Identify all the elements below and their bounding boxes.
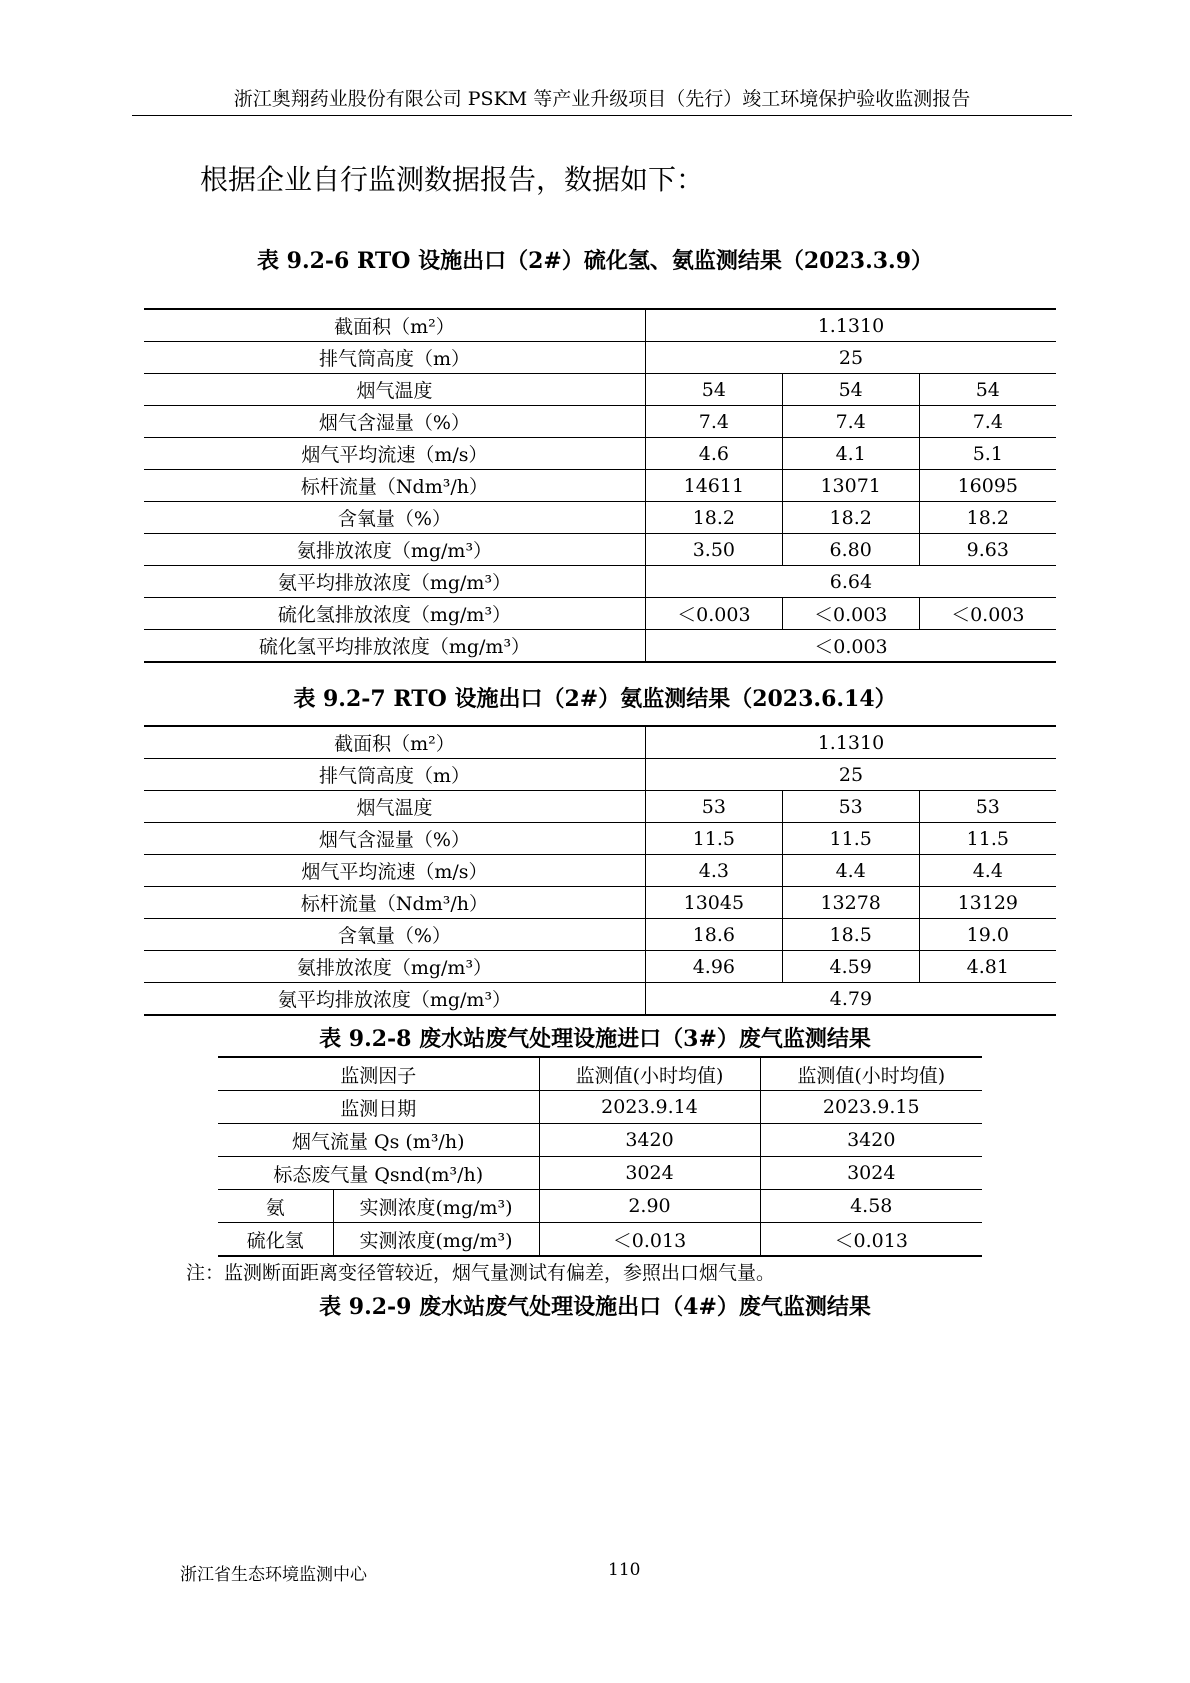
row-label: 截面积（m²） bbox=[144, 726, 645, 759]
table-row bbox=[144, 791, 1056, 823]
header-cell: 监测值(小时均值) bbox=[760, 1057, 982, 1091]
row-label: 烟气流量 Qs (m³/h) bbox=[218, 1124, 539, 1157]
cell-value: 53 bbox=[919, 791, 1056, 823]
table-row bbox=[144, 566, 1056, 598]
cell-value: 13129 bbox=[919, 887, 1056, 919]
cell-value: 4.96 bbox=[645, 951, 782, 983]
row-label: 标杆流量（Ndm³/h） bbox=[144, 470, 645, 502]
cell-value: ＜0.003 bbox=[782, 598, 919, 630]
cell-value: 4.59 bbox=[782, 951, 919, 983]
table-row bbox=[144, 502, 1056, 534]
row-label: 氨平均排放浓度（mg/m³） bbox=[144, 566, 645, 598]
row-label: 烟气平均流速（m/s） bbox=[144, 438, 645, 470]
table-row bbox=[218, 1223, 982, 1257]
table-row bbox=[144, 598, 1056, 630]
table-row bbox=[144, 726, 1056, 759]
row-label: 实测浓度(mg/m³) bbox=[333, 1190, 539, 1223]
cell-value: 25 bbox=[645, 759, 1056, 791]
table-row bbox=[144, 630, 1056, 663]
table-row bbox=[144, 470, 1056, 502]
row-label: 氨排放浓度（mg/m³） bbox=[144, 534, 645, 566]
cell-value: 2.90 bbox=[539, 1190, 760, 1223]
row-label: 烟气温度 bbox=[144, 374, 645, 406]
cell-value: 11.5 bbox=[919, 823, 1056, 855]
table-rto-2-march bbox=[144, 308, 1056, 663]
intro-text: 根据企业自行监测数据报告，数据如下： bbox=[200, 163, 705, 196]
header-cell: 监测值(小时均值) bbox=[539, 1057, 760, 1091]
cell-value: 18.2 bbox=[645, 502, 782, 534]
row-label: 排气筒高度（m） bbox=[144, 342, 645, 374]
footer-org: 浙江省生态环境监测中心 bbox=[180, 1565, 367, 1585]
table-wastewater-inlet-3 bbox=[218, 1056, 982, 1257]
row-label: 烟气含湿量（%） bbox=[144, 823, 645, 855]
row-label: 烟气平均流速（m/s） bbox=[144, 855, 645, 887]
cell-value: 3420 bbox=[539, 1124, 760, 1157]
cell-value: 16095 bbox=[919, 470, 1056, 502]
row-label: 实测浓度(mg/m³) bbox=[333, 1223, 539, 1257]
pollutant-name: 硫化氢 bbox=[246, 1229, 304, 1252]
cell-value: 53 bbox=[782, 791, 919, 823]
row-label: 氨平均排放浓度（mg/m³） bbox=[277, 989, 512, 1011]
cell-value: 18.2 bbox=[782, 502, 919, 534]
table-row bbox=[218, 1124, 982, 1157]
table-row bbox=[144, 406, 1056, 438]
table3-caption: 表 9.2-8 废水站废气处理设施进口（3#）废气监测结果 bbox=[319, 1026, 871, 1052]
cell-value: 1.1310 bbox=[645, 726, 1056, 759]
cell-value: 6.80 bbox=[782, 534, 919, 566]
table-row bbox=[144, 887, 1056, 919]
row-label: 烟气温度 bbox=[144, 791, 645, 823]
row-label: 含氧量（%） bbox=[144, 919, 645, 951]
cell-value: 6.64 bbox=[645, 566, 1056, 598]
cell-value: 2023.9.15 bbox=[760, 1091, 982, 1124]
cell-value: 1.1310 bbox=[645, 309, 1056, 342]
row-label: 监测日期 bbox=[218, 1091, 539, 1124]
table-row bbox=[144, 438, 1056, 470]
cell-value: ＜0.013 bbox=[539, 1223, 760, 1257]
row-label: 硫化氢排放浓度（mg/m³） bbox=[144, 598, 645, 630]
cell-value: 4.81 bbox=[919, 951, 1056, 983]
table-row bbox=[144, 534, 1056, 566]
table-header-row bbox=[218, 1057, 982, 1091]
cell-value: 2023.9.14 bbox=[539, 1091, 760, 1124]
cell-value: 18.6 bbox=[645, 919, 782, 951]
cell-value: 3.50 bbox=[645, 534, 782, 566]
cell-value: 7.4 bbox=[782, 406, 919, 438]
table-row bbox=[218, 1190, 982, 1223]
cell-value: 54 bbox=[645, 374, 782, 406]
cell-value: 3024 bbox=[760, 1157, 982, 1190]
cell-value: 53 bbox=[645, 791, 782, 823]
header-cell: 监测因子 bbox=[218, 1057, 539, 1091]
table2-caption: 表 9.2-7 RTO 设施出口（2#）氨监测结果（2023.6.14） bbox=[293, 686, 897, 712]
cell-value: 3024 bbox=[539, 1157, 760, 1190]
cell-value: 4.6 bbox=[645, 438, 782, 470]
table1-caption: 表 9.2-6 RTO 设施出口（2#）硫化氢、氨监测结果（2023.3.9） bbox=[256, 248, 934, 274]
cell-value: 3420 bbox=[760, 1124, 982, 1157]
cell-value: 11.5 bbox=[782, 823, 919, 855]
table-note: 注：监测断面距离变径管较近，烟气量测试有偏差，参照出口烟气量。 bbox=[186, 1262, 776, 1284]
table-row bbox=[144, 823, 1056, 855]
cell-value: 4.58 bbox=[760, 1190, 982, 1223]
cell-value: 4.4 bbox=[919, 855, 1056, 887]
row-label: 烟气含湿量（%） bbox=[144, 406, 645, 438]
table-row bbox=[144, 374, 1056, 406]
cell-value: 13045 bbox=[645, 887, 782, 919]
table-rto-2-june bbox=[144, 725, 1056, 1016]
cell-value: 7.4 bbox=[919, 406, 1056, 438]
cell-value: 7.4 bbox=[645, 406, 782, 438]
cell-value: 4.1 bbox=[782, 438, 919, 470]
table-row bbox=[144, 309, 1056, 342]
cell-value: ＜0.003 bbox=[919, 598, 1056, 630]
table4-caption: 表 9.2-9 废水站废气处理设施出口（4#）废气监测结果 bbox=[319, 1294, 871, 1320]
row-label: 含氧量（%） bbox=[144, 502, 645, 534]
cell-value: 54 bbox=[919, 374, 1056, 406]
cell-value: 4.79 bbox=[645, 983, 1056, 1016]
cell-value: 18.5 bbox=[782, 919, 919, 951]
cell-value: 5.1 bbox=[919, 438, 1056, 470]
table-row bbox=[144, 919, 1056, 951]
cell-value: 4.4 bbox=[782, 855, 919, 887]
page-header: 浙江奥翔药业股份有限公司 PSKM 等产业升级项目（先行）竣工环境保护验收监测报告 bbox=[132, 86, 1072, 116]
cell-value: 9.63 bbox=[919, 534, 1056, 566]
table-row bbox=[144, 951, 1056, 983]
table-row bbox=[144, 855, 1056, 887]
row-label: 标态废气量 Qsnd(m³/h) bbox=[218, 1157, 539, 1190]
cell-value: 25 bbox=[645, 342, 1056, 374]
cell-value: ＜0.003 bbox=[645, 630, 1056, 663]
row-label: 氨排放浓度（mg/m³） bbox=[144, 951, 645, 983]
cell-value: 54 bbox=[782, 374, 919, 406]
table-row bbox=[218, 1091, 982, 1124]
row-label: 硫化氢平均排放浓度（mg/m³） bbox=[258, 636, 531, 658]
cell-value: ＜0.003 bbox=[645, 598, 782, 630]
cell-value: 11.5 bbox=[645, 823, 782, 855]
cell-value: 19.0 bbox=[919, 919, 1056, 951]
cell-value: 14611 bbox=[645, 470, 782, 502]
table-row bbox=[144, 759, 1056, 791]
table-row bbox=[218, 1157, 982, 1190]
cell-value: 4.3 bbox=[645, 855, 782, 887]
cell-value: ＜0.013 bbox=[760, 1223, 982, 1257]
cell-value: 13071 bbox=[782, 470, 919, 502]
row-label: 标杆流量（Ndm³/h） bbox=[144, 887, 645, 919]
row-label: 排气筒高度（m） bbox=[144, 759, 645, 791]
table-row bbox=[144, 983, 1056, 1016]
cell-value: 13278 bbox=[782, 887, 919, 919]
page-number: 110 bbox=[608, 1560, 641, 1580]
cell-value: 18.2 bbox=[919, 502, 1056, 534]
pollutant-name: 氨 bbox=[218, 1190, 333, 1223]
table-row bbox=[144, 342, 1056, 374]
row-label: 截面积（m²） bbox=[144, 309, 645, 342]
